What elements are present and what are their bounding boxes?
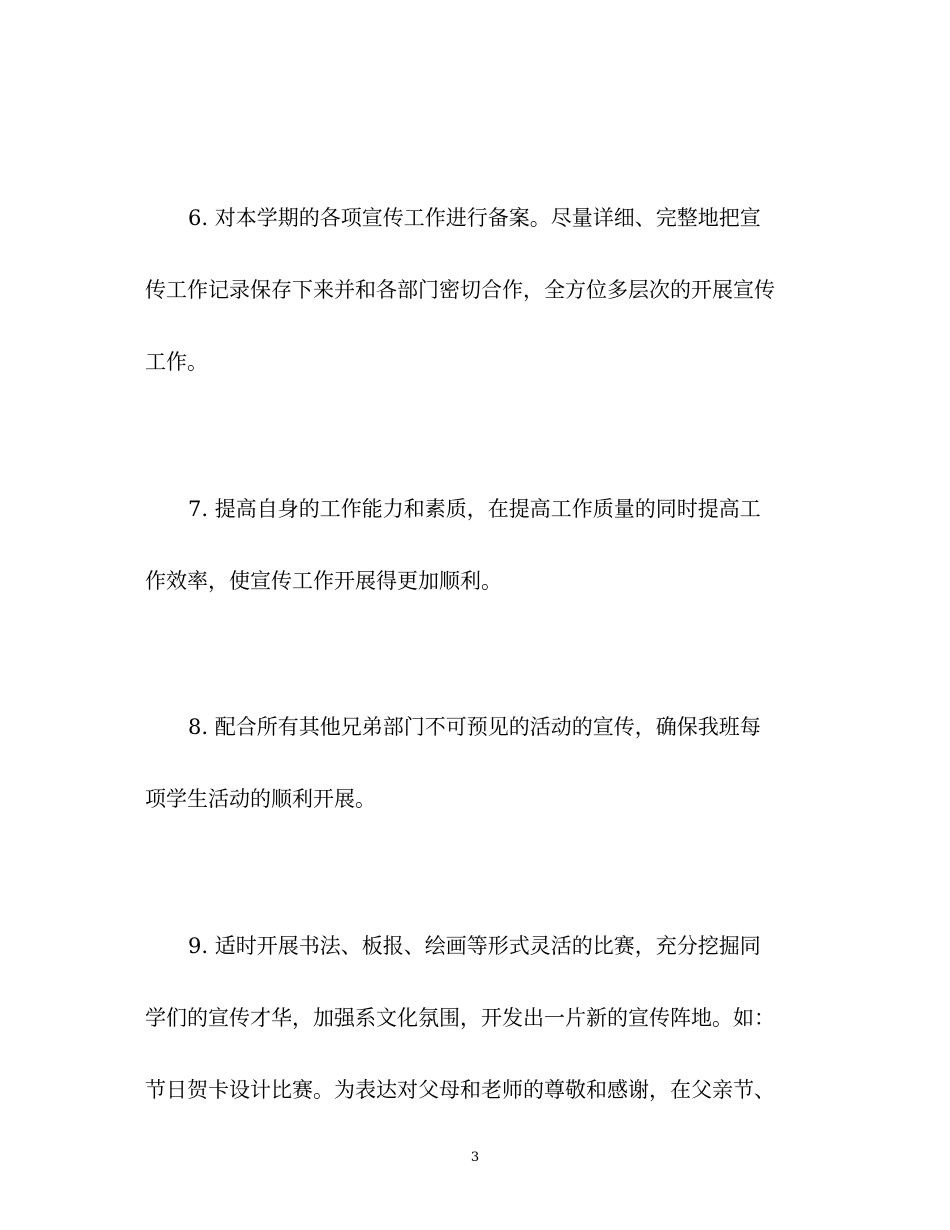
paragraph-line: 节日贺卡设计比赛。为表达对父母和老师的尊敬和感谢，在父亲节、 [145,1078,775,1102]
paragraph-line: 学们的宣传才华，加强系文化氛围，开发出一片新的宣传阵地。如： [145,1006,775,1030]
paragraph-line: 6. 对本学期的各项宣传工作进行备案。尽量详细、完整地把宣 [188,206,761,230]
paragraph-line: 9. 适时开展书法、板报、绘画等形式灵活的比赛，充分挖掘同 [188,934,761,958]
paragraph-line: 项学生活动的顺利开展。 [145,787,376,811]
paragraph-line: 传工作记录保存下来并和各部门密切合作，全方位多层次的开展宣传 [145,278,775,302]
page-number: 3 [470,1150,480,1165]
paragraph-line: 作效率，使宣传工作开展得更加顺利。 [145,569,502,593]
paragraph-line: 8. 配合所有其他兄弟部门不可预见的活动的宣传，确保我班每 [188,715,761,739]
paragraph-line: 7. 提高自身的工作能力和素质，在提高工作质量的同时提高工 [188,497,761,521]
paragraph-line: 工作。 [145,350,208,374]
